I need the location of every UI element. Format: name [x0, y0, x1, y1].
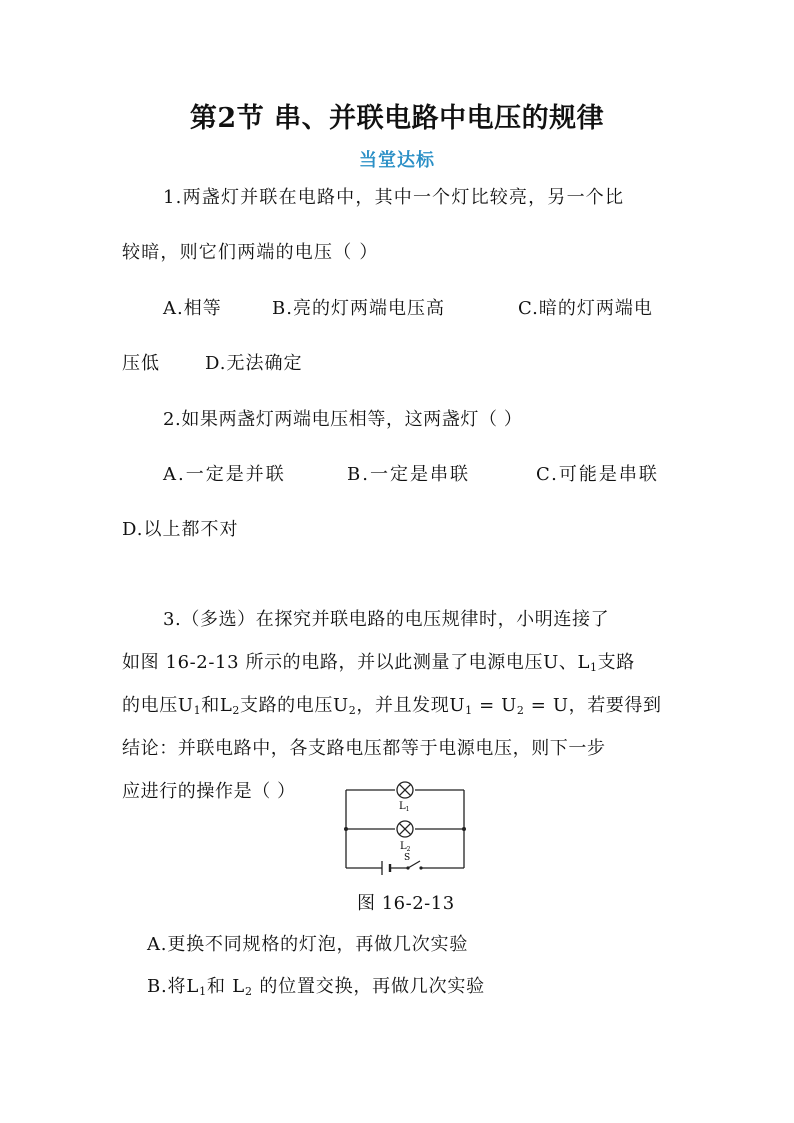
q1-line-2: 较暗，则它们两端的电压（ ） — [122, 242, 379, 263]
symbol-u1: U — [449, 695, 466, 716]
q3-line-2 — [122, 648, 635, 674]
equals: = — [472, 695, 502, 716]
symbol-u2: U — [332, 695, 349, 716]
q1-option-c: C.暗的灯两端电 — [518, 298, 653, 319]
page-title: 第2节 串、并联电路中电压的规律 — [189, 103, 605, 134]
q3-option-a: A.更换不同规格的灯泡，再做几次实验 — [147, 934, 469, 955]
symbol-l: L — [577, 652, 591, 673]
subscript: 1 — [193, 704, 202, 717]
symbol-l1: L — [186, 976, 200, 997]
symbol-u2: U — [501, 695, 517, 716]
lamp-1-label: $L_1$ — [399, 801, 410, 813]
q3-line-1: 3.（多选）在探究并联电路的电压规律时，小明连接了 — [163, 609, 610, 630]
lamp-2-label: $L_2$ — [400, 841, 411, 853]
q2-option-b: B.一定是串联 — [347, 464, 470, 485]
subscript: 1 — [465, 704, 473, 717]
q1-line-1: 1.两盏灯并联在电路中，其中一个灯比较亮，另一个比 — [163, 187, 625, 208]
subscript: 2 — [245, 985, 253, 998]
symbol-u: U — [543, 652, 559, 673]
q1-option-c-continued: 压低 — [122, 353, 160, 374]
subscript: 1 — [590, 661, 598, 674]
section-subtitle: 当堂达标 — [359, 150, 435, 171]
symbol-l2: L — [219, 695, 233, 716]
subscript: 1 — [199, 985, 207, 998]
subscript: 2 — [232, 704, 240, 717]
text: B.将 — [147, 976, 187, 997]
q3-option-b — [147, 972, 485, 998]
q2-option-d: D.以上都不对 — [122, 519, 239, 540]
q3-line-3 — [122, 691, 662, 717]
q2-line-1: 2.如果两盏灯两端电压相等，这两盏灯（ ） — [163, 409, 523, 430]
symbol-u: U — [552, 695, 569, 716]
figure-caption: 图 16-2-13 — [357, 893, 455, 914]
text: ，若要得到 — [568, 695, 662, 716]
q1-option-b: B.亮的灯两端电压高 — [272, 298, 445, 319]
symbol-u1: U — [177, 695, 194, 716]
q2-option-a: A.一定是并联 — [163, 464, 286, 485]
equals: = — [524, 695, 553, 716]
subscript: 2 — [516, 704, 525, 717]
text: 的电压 — [122, 695, 178, 716]
q2-option-c: C.可能是串联 — [536, 464, 659, 485]
q1-option-d: D.无法确定 — [205, 353, 303, 374]
q3-line-5: 应进行的操作是（ ） — [122, 781, 296, 802]
switch-label: S — [404, 853, 411, 863]
circuit-diagram — [336, 778, 476, 878]
text: 和 — [206, 976, 233, 997]
q3-line-4: 结论：并联电路中，各支路电压都等于电源电压，则下一步 — [122, 738, 606, 759]
text: 和 — [201, 695, 220, 716]
subscript: 2 — [348, 704, 357, 717]
text: ，并且发现 — [356, 695, 450, 716]
symbol-l2: L — [232, 976, 246, 997]
text: 的位置交换，再做几次实验 — [252, 976, 485, 997]
q3-line-2-end: 支路 — [597, 652, 635, 673]
text: 支路的电压 — [239, 695, 333, 716]
q3-line-2-text: 如图 16-2-13 所示的电路，并以此测量了电源电压 — [122, 652, 544, 673]
separator: 、 — [558, 652, 578, 673]
q1-option-a: A.相等 — [163, 298, 222, 319]
